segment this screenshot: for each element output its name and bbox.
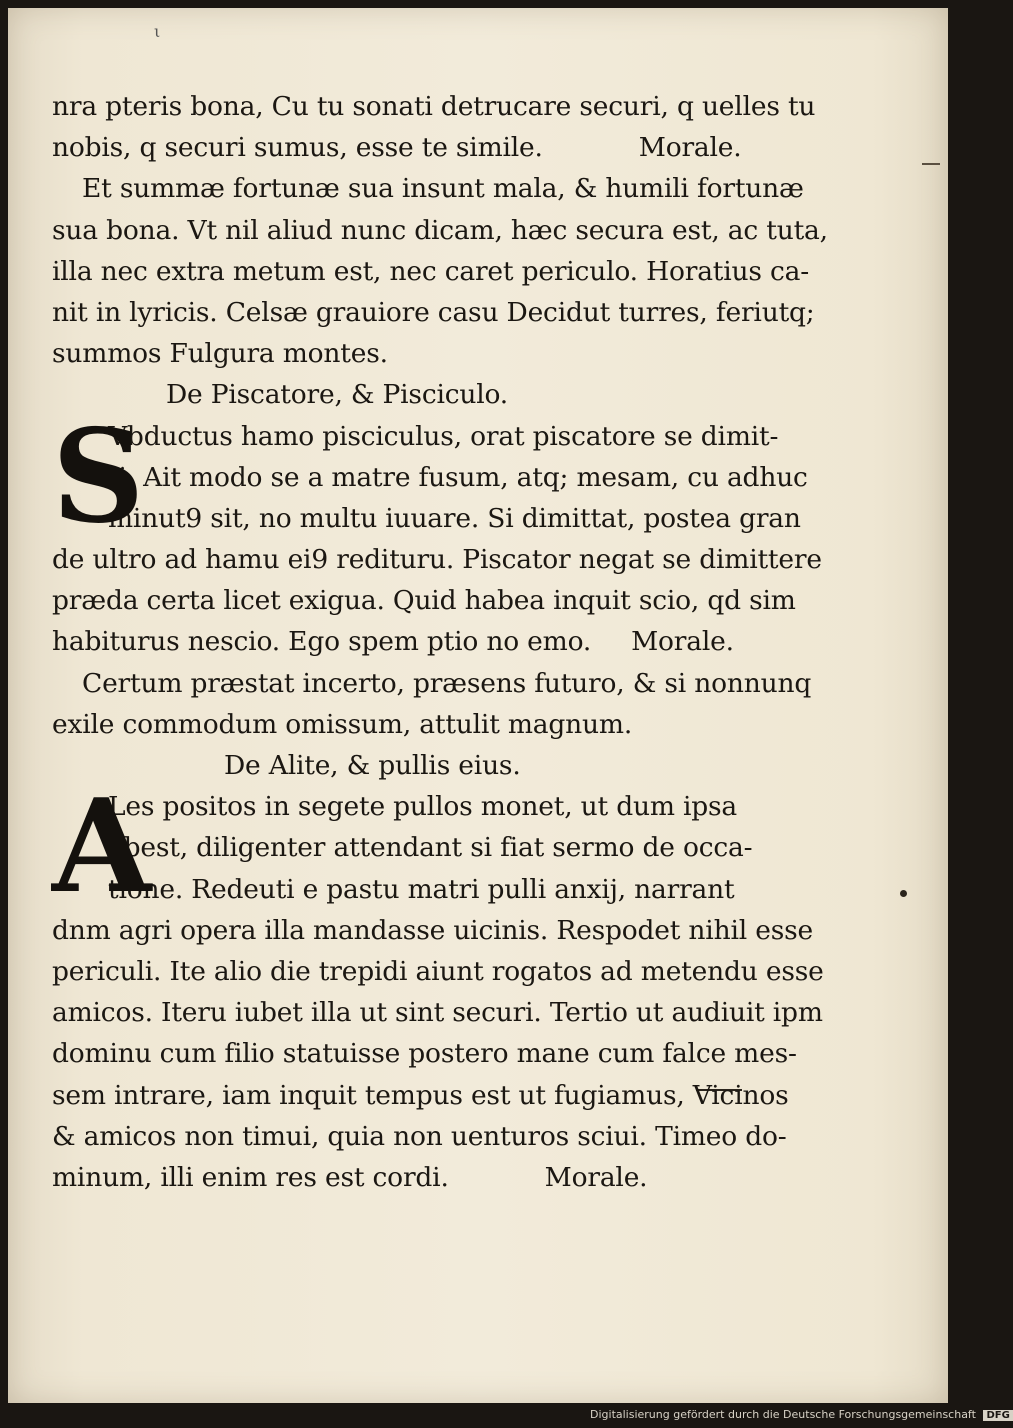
drop-cap: A bbox=[52, 772, 152, 923]
drop-cap: S bbox=[52, 401, 145, 552]
text-line: nit in lyricis. Celsæ grauiore casu Decidut turres, feriutq; bbox=[52, 296, 815, 328]
digitization-credit bbox=[590, 1408, 1013, 1421]
book-page bbox=[8, 8, 948, 1403]
morale-label: Morale. bbox=[631, 626, 734, 658]
text-line: nobis, q securi sumus, esse te simile. Morale. bbox=[52, 127, 732, 168]
text-line: præda certa licet exigua. Quid habea inquit scio, qd sim bbox=[52, 585, 796, 617]
text-line: illa nec extra metum est, nec caret periculo. Horatius ca- bbox=[52, 255, 810, 287]
text-line: habiturus nescio. Ego spem ptio no emo. Morale. bbox=[52, 621, 732, 662]
margin-dot bbox=[900, 890, 907, 897]
text-block bbox=[52, 86, 828, 1198]
morale-label: Morale. bbox=[544, 1161, 648, 1193]
folio-mark: ι bbox=[154, 22, 161, 41]
text-line: summos Fulgura montes. bbox=[52, 338, 388, 370]
text-line: dnm agri opera illa mandasse uicinis. Respodet nihil esse bbox=[52, 914, 813, 946]
text-line: & amicos non timui, quia non uenturos sciui. Timeo do- bbox=[52, 1120, 787, 1152]
text-line: amicos. Iteru iubet illa ut sint securi. Tertio ut audiuit ipm bbox=[52, 997, 823, 1029]
text-line: de ultro ad hamu ei9 redituru. Piscator negat se dimittere bbox=[52, 544, 822, 576]
text-line: sua bona. Vt nil aliud nunc dicam, hæc secura est, ac tuta, bbox=[52, 214, 828, 246]
text-line: exile commodum omissum, attulit magnum. bbox=[52, 708, 633, 740]
text-line: Les positos in segete pullos monet, ut dum ipsa bbox=[108, 791, 738, 823]
text-line: abest, diligenter attendant si fiat sermo de occa- bbox=[108, 832, 753, 864]
text-line: nra pteris bona, Cu tu sonati detrucare securi, q uelles tu bbox=[52, 91, 816, 122]
text-line: Vbductus hamo pisciculus, orat piscatore se dimit- bbox=[108, 420, 779, 452]
morale-label: Morale. bbox=[638, 132, 742, 164]
margin-mark bbox=[922, 163, 940, 165]
text-line: sem intrare, iam inquit tempus est ut fugiamus, Vicinos bbox=[52, 1079, 789, 1111]
section-heading: De Alite, & pullis eius. bbox=[224, 750, 521, 781]
dfg-logo: DFG bbox=[983, 1410, 1012, 1421]
section-heading: De Piscatore, & Pisciculo. bbox=[166, 379, 509, 411]
text-line: dominu cum filio statuisse postero mane cum falce mes- bbox=[52, 1038, 797, 1070]
text-line: minum, illi enim res est cordi. Morale. bbox=[52, 1157, 732, 1198]
text-line: Certum præstat incerto, præsens futuro, & si nonnunq bbox=[82, 667, 812, 699]
fable-piscator bbox=[52, 401, 808, 552]
text-line: periculi. Ite alio die trepidi aiunt rogatos ad metendu esse bbox=[52, 955, 824, 987]
text-line: minut9 sit, no multu iuuare. Si dimittat, postea gran bbox=[108, 502, 801, 534]
fable-alite bbox=[52, 772, 753, 923]
text-line: tione. Redeuti e pastu matri pulli anxij, narrant bbox=[108, 873, 735, 905]
text-line: Et summæ fortunæ sua insunt mala, & humili fortunæ bbox=[82, 173, 804, 205]
credit-text: Digitalisierung gefördert durch die Deutsche Forschungsgemeinschaft bbox=[590, 1408, 976, 1421]
text-line: ti. Ait modo se a matre fusum, atq; mesam, cu adhuc bbox=[108, 461, 808, 493]
